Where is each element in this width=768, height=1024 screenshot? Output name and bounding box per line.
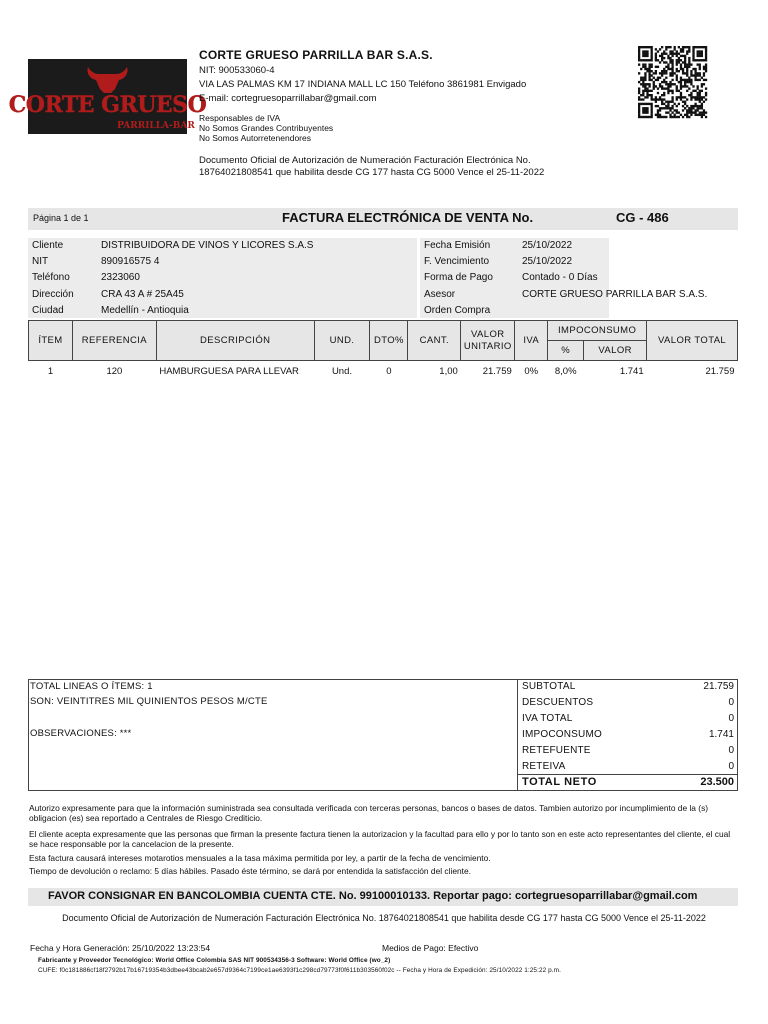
cell-unit-value: 21.759 (482, 366, 512, 378)
nit-label: NIT (32, 256, 49, 267)
company-email: E-mail: cortegruesoparrillabar@gmail.com (199, 93, 377, 104)
payment-form-label: Forma de Pago (424, 272, 493, 283)
city-value: Medellín - Antioquia (101, 305, 189, 316)
reteiva-label: RETEIVA (522, 761, 566, 772)
tax-note: No Somos Autorretenendores (199, 133, 311, 143)
cell-discount: 0 (386, 366, 392, 378)
discounts-label: DESCUENTOS (522, 697, 594, 708)
legal-authorization: Autorizo expresamente para que la información suministrada sea consultada verificada con terceras personas, bancos o bases de datos. Tambien autorizo por incumplimiento de la (s) obligacion (es) sea reportado a Centrales de Riesgo Crediticio. (29, 803, 709, 823)
software-provider: Fabricante y Proveedor Tecnológico: World Office Colombia SAS NIT 900534356-3 Software: World Office (wo_2) (38, 957, 391, 964)
client-value: DISTRIBUIDORA DE VINOS Y LICORES S.A.S (101, 240, 314, 251)
company-nit: NIT: 900533060-4 (199, 65, 275, 76)
col-unit-value (461, 321, 515, 361)
city-label: Ciudad (32, 305, 64, 316)
col-item: ÍTEM (29, 321, 73, 361)
payment-method: Medios de Pago: Efectivo (382, 943, 479, 953)
col-iva: IVA (515, 321, 548, 361)
col-unit-value-line1: VALOR (471, 328, 505, 340)
col-impoconsumo: IMPOCONSUMO (548, 321, 647, 341)
logo-wordmark: CORTE GRUESO (8, 92, 207, 118)
cell-unit: Und. (331, 366, 353, 378)
col-unit-value-line2: UNITARIO (463, 340, 512, 352)
logo-subtext: PARRILLA-BAR (117, 121, 195, 131)
generation-date: Fecha y Hora Generación: 25/10/2022 13:23:54 (30, 943, 211, 953)
nit-value: 890916575 4 (101, 256, 160, 267)
client-label: Cliente (32, 240, 64, 251)
due-date-value: 25/10/2022 (522, 256, 573, 267)
payment-form-value: Contado - 0 Días (522, 272, 598, 283)
col-unit: UND. (314, 321, 370, 361)
address-label: Dirección (32, 289, 74, 300)
net-total-value: 23.500 (700, 776, 734, 788)
footer-authorization: Documento Oficial de Autorización de Numeración Facturación Electrónica No. 18764021808541 que habilita desde CG 177 hasta CG 5000 Vence el 25-11-2022 (62, 913, 706, 923)
col-total: VALOR TOTAL (647, 321, 738, 361)
issue-date-value: 25/10/2022 (522, 240, 573, 251)
observations: OBSERVACIONES: *** (30, 728, 132, 739)
cell-description: HAMBURGUESA PARA LLEVAR (159, 366, 299, 378)
col-impo-value: VALOR (584, 341, 647, 361)
company-logo (8, 59, 207, 134)
cufe-code: CUFE: f0c181886cf18f2792b17b16719354b3dbee43bcab2e657d9364c7199ce1ae6393f1c298cd79773f0f611b303560f02c -- Fecha y Hora de Expedición: 25/10/2022 1:25:22 p.m. (38, 967, 561, 974)
page-indicator: Página 1 de 1 (33, 213, 89, 223)
col-quantity: CANT. (408, 321, 461, 361)
advisor-value: CORTE GRUESO PARRILLA BAR S.A.S. (522, 289, 708, 300)
address-value: CRA 43 A # 25A45 (101, 289, 184, 300)
col-impo-pct: % (548, 341, 584, 361)
company-name: CORTE GRUESO PARRILLA BAR S.A.S. (199, 48, 433, 62)
qr-code (638, 46, 707, 118)
company-address-phone: VIA LAS PALMAS KM 17 INDIANA MALL LC 150 Teléfono 3861981 Envigado (199, 79, 527, 90)
payment-instructions: FAVOR CONSIGNAR EN BANCOLOMBIA CUENTA CTE. No. 99100010133. Reportar pago: cortegruesoparrillabar@gmail.com (48, 890, 698, 902)
retefuente-value: 0 (728, 745, 734, 756)
tax-note: No Somos Grandes Contribuyentes (199, 123, 334, 133)
impoconsumo-value: 1.741 (708, 729, 734, 740)
cell-impo-value: 1.741 (619, 366, 644, 378)
authorization-line: 18764021808541 que habilita desde CG 177 hasta CG 5000 Vence el 25-11-2022 (199, 167, 545, 178)
advisor-label: Asesor (424, 289, 456, 300)
net-total-label: TOTAL NETO (522, 776, 597, 788)
col-discount: DTO% (370, 321, 408, 361)
phone-value: 2323060 (101, 272, 140, 283)
cell-reference: 120 (106, 366, 123, 378)
col-description: DESCRIPCIÓN (156, 321, 314, 361)
legal-returns: Tiempo de devolución o reclamo: 5 días hábiles. Pasado éste término, se dará por entendida la satisfacción del cliente. (29, 866, 471, 876)
subtotal-value: 21.759 (703, 681, 734, 692)
retefuente-label: RETEFUENTE (522, 745, 591, 756)
due-date-label: F. Vencimiento (424, 256, 490, 267)
total-lines: TOTAL LINEAS O ÍTEMS: 1 (30, 681, 153, 692)
cell-quantity: 1,00 (439, 366, 458, 378)
issue-date-label: Fecha Emisión (424, 240, 491, 251)
subtotal-label: SUBTOTAL (522, 681, 576, 692)
purchase-order-label: Orden Compra (424, 305, 491, 316)
table-row (29, 361, 738, 383)
invoice-title: FACTURA ELECTRÓNICA DE VENTA No. (282, 210, 534, 225)
impoconsumo-label: IMPOCONSUMO (522, 729, 602, 740)
cell-total: 21.759 (705, 366, 735, 378)
phone-label: Teléfono (32, 272, 70, 283)
legal-interest: Esta factura causará intereses motarotios mensuales a la tasa máxima permitida por ley, a partir de la fecha de vencimiento. (29, 853, 491, 863)
items-table (28, 320, 738, 383)
authorization-line: Documento Oficial de Autorización de Numeración Facturación Electrónica No. (199, 155, 531, 166)
tax-note: Responsables de IVA (199, 113, 281, 123)
cell-iva: 0% (524, 366, 539, 378)
col-reference: REFERENCIA (72, 321, 156, 361)
discounts-value: 0 (728, 697, 734, 708)
amount-in-words: SON: VEINTITRES MIL QUINIENTOS PESOS M/CTE (30, 696, 268, 707)
cell-impo-pct: 8,0% (554, 366, 577, 378)
reteiva-value: 0 (728, 761, 734, 772)
cell-item: 1 (47, 366, 54, 378)
invoice-number: CG - 486 (616, 210, 669, 225)
iva-total-label: IVA TOTAL (522, 713, 573, 724)
iva-total-value: 0 (728, 713, 734, 724)
legal-acceptance: El cliente acepta expresamente que las personas que firman la presente factura tienen la autorizacion y la facultad para ello y por lo tanto son en este acto representantes del cliente, el cual se hace responsable por la cancelacion de la presente. (29, 829, 731, 849)
